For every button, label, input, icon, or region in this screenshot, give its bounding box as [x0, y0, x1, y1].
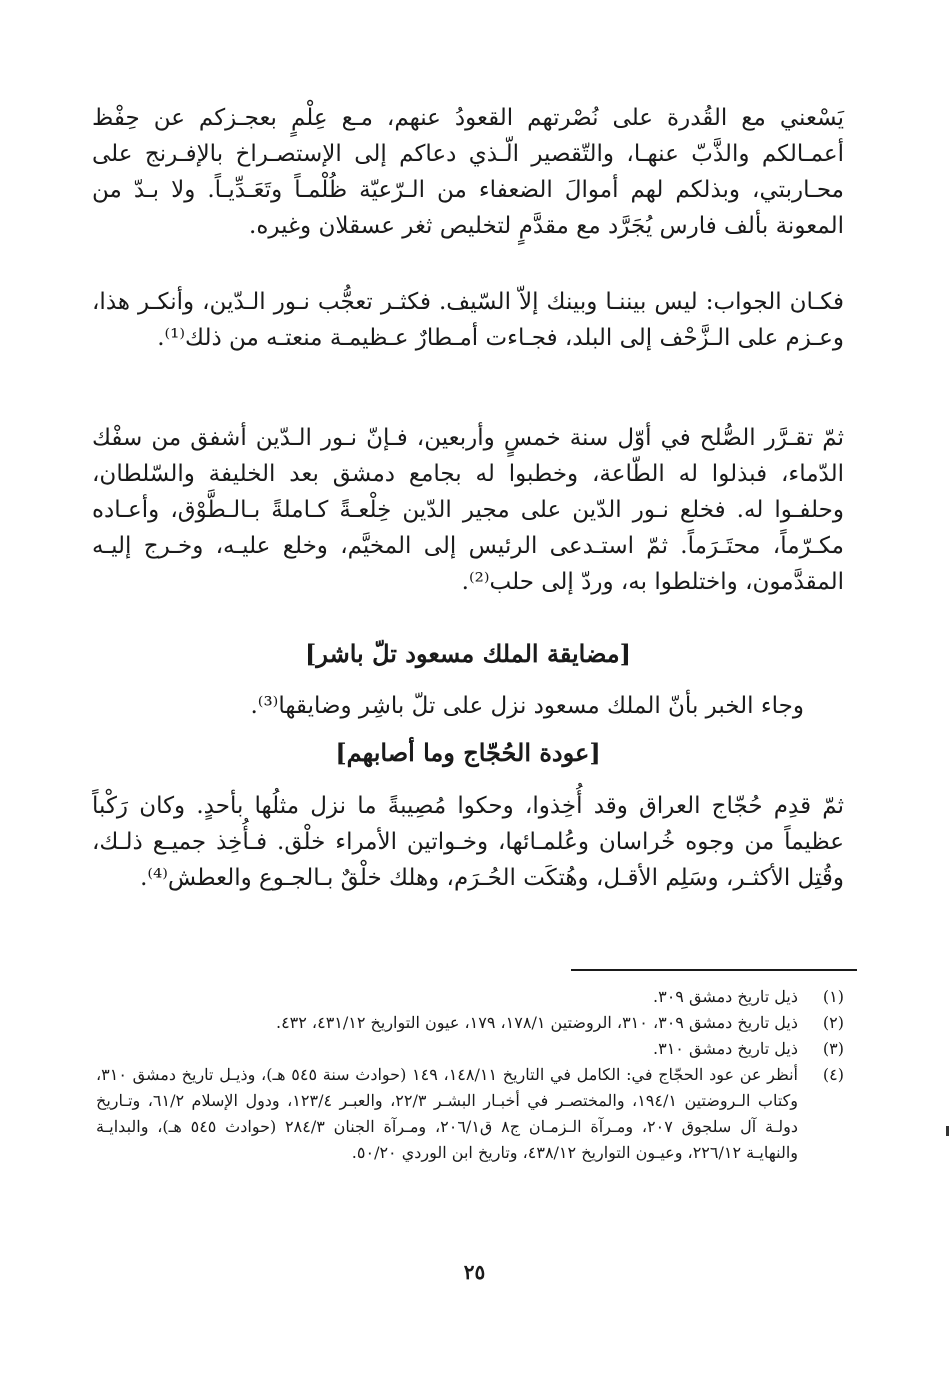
section-heading-2: [عودة الحُجّاج وما أصابهم] — [335, 738, 601, 767]
footnote-text: أنظر عن عود الحجّاج في: الكامل في التاريخ ١٤٨/١١، ١٤٩ (حوادث سنة ٥٤٥ هـ)، وذيـل تاريخ دمشق ٣١٠، وكتاب الـروضتين ١٩٤/١، والمختصـر في أخبـار البشـر ٢٢/٣، والعبـر ١٢٣/٤، ودول الإسلام ٦١/٢، وتـاريخ دولـة آل سلجوق ٢٠٧، ومـرآة الـزمـان ج٨ ق٢٠٦/١، ومـرآة الجنان ٢٨٤/٣ (حوادث ٥٤٥ هـ)، والبدايـة والنهايـة ٢٢٦/١٢، وعيـون التواريخ ٤٣٨/١٢، وتاريخ ابن الوردي ٥٠/٢٠. — [96, 1065, 799, 1162]
footnote-text: ذيل تاريخ دمشق ٣٠٩. — [653, 987, 798, 1006]
paragraph-text: فكـان الجواب: ليس بيننـا وبينك إلاّ السّيف. فكثـر تعجُّب نـور الـدّين، وأنكـر هذا، وعـزم على الـزَّحْف إلى البلد، فجـاءت أمـطارٌ عـظيمـة منعتـه من ذلك⁽¹⁾. — [92, 289, 844, 351]
page-number: ٢٥ — [463, 1260, 486, 1284]
paragraph-4: وجاء الخبر بأنّ الملك مسعود نزل على تلّ باشِر وضايقها⁽³⁾. — [250, 693, 804, 719]
footnote-number: (١) — [822, 987, 844, 1006]
section-heading-1: [مضايقة الملك مسعود تلّ باشر] — [305, 639, 631, 668]
footnote-2 — [96, 1010, 844, 1036]
footnote-3 — [96, 1036, 844, 1062]
footnote-1 — [96, 984, 844, 1010]
paragraph-3 — [92, 420, 844, 614]
paragraph-2 — [92, 284, 844, 370]
footnote-text: ذيل تاريخ دمشق ٣١٠. — [653, 1039, 798, 1058]
footnote-text: ذيل تاريخ دمشق ٣٠٩، ٣١٠، الروضتين ١٧٨/١، ١٧٩، عيون التواريخ ٤٣١/١٢، ٤٣٢. — [275, 1013, 798, 1032]
paragraph-1 — [92, 100, 844, 258]
paragraph-text: ثمّ قدِم حُجّاج العراق وقد أُخِذوا، وحكوا مُصِيبةً ما نزل مثلُها بأحدٍ. وكان رَكْباً عظيماً من وجوه خُراسان وعُلمـائها، وخـواتين الأمراء خلْق. فـأُخِذ جميـع ذلـك، وقُتِل الأكثـر، وسَلِم الأقـل، وهُتكَت الحُـرَم، وهلك خلْقٌ بـالجـوع والعطش⁽⁴⁾. — [92, 793, 844, 891]
paragraph-text: يَسْعني مع القُدرة على نُصْرتهم القعودُ عنهم، مـع عِلْمٍ بعجـزكم عن حِفْظ أعمـالكم والذَّبّ عنهـا، والتّقصير الّـذي دعاكم إلى الإستصـراخ بالإفـرنج على محـاربتي، وبذلكم لهم أموالَ الضعفاء من الـرّعيّة ظُلْمـاً وتَعَـدِّيـاً. ولا بـدّ من المعونة بألف فارس يُجَرَّد مع مقدَّمٍ لتخليص ثغر عسقلان وغيره. — [92, 105, 844, 239]
footnote-number: (٤) — [822, 1065, 844, 1084]
footnote-separator — [571, 969, 857, 971]
paragraph-text: ثمّ تقـرَّر الصُّلح في أوّل سنة خمسٍ وأربعين، فـإنّ نـور الـدّين أشفق من سفْك الدّماء، فبذلوا له الطّاعة، وخطبوا له بجامع دمشق بعد الخليفة والسّلطان، وحلفـوا له. فخلع نـور الدّين على مجير الدّين خِلْعـةً كـاملةً بـالـطَّوْق، وأعـاده مكـرّماً، محتَـرَماً. ثمّ استـدعى الرئيس إلى المخيَّم، وخلع عليـه، وخـرج إليـه المقدَّمون، واختلطوا به، وردّ إلى حلب⁽²⁾. — [92, 425, 844, 595]
paragraph-5 — [92, 788, 844, 910]
footnotes — [96, 984, 844, 1166]
footnote-number: (٢) — [822, 1013, 844, 1032]
footnote-number: (٣) — [822, 1039, 844, 1058]
footnote-4 — [96, 1062, 844, 1166]
